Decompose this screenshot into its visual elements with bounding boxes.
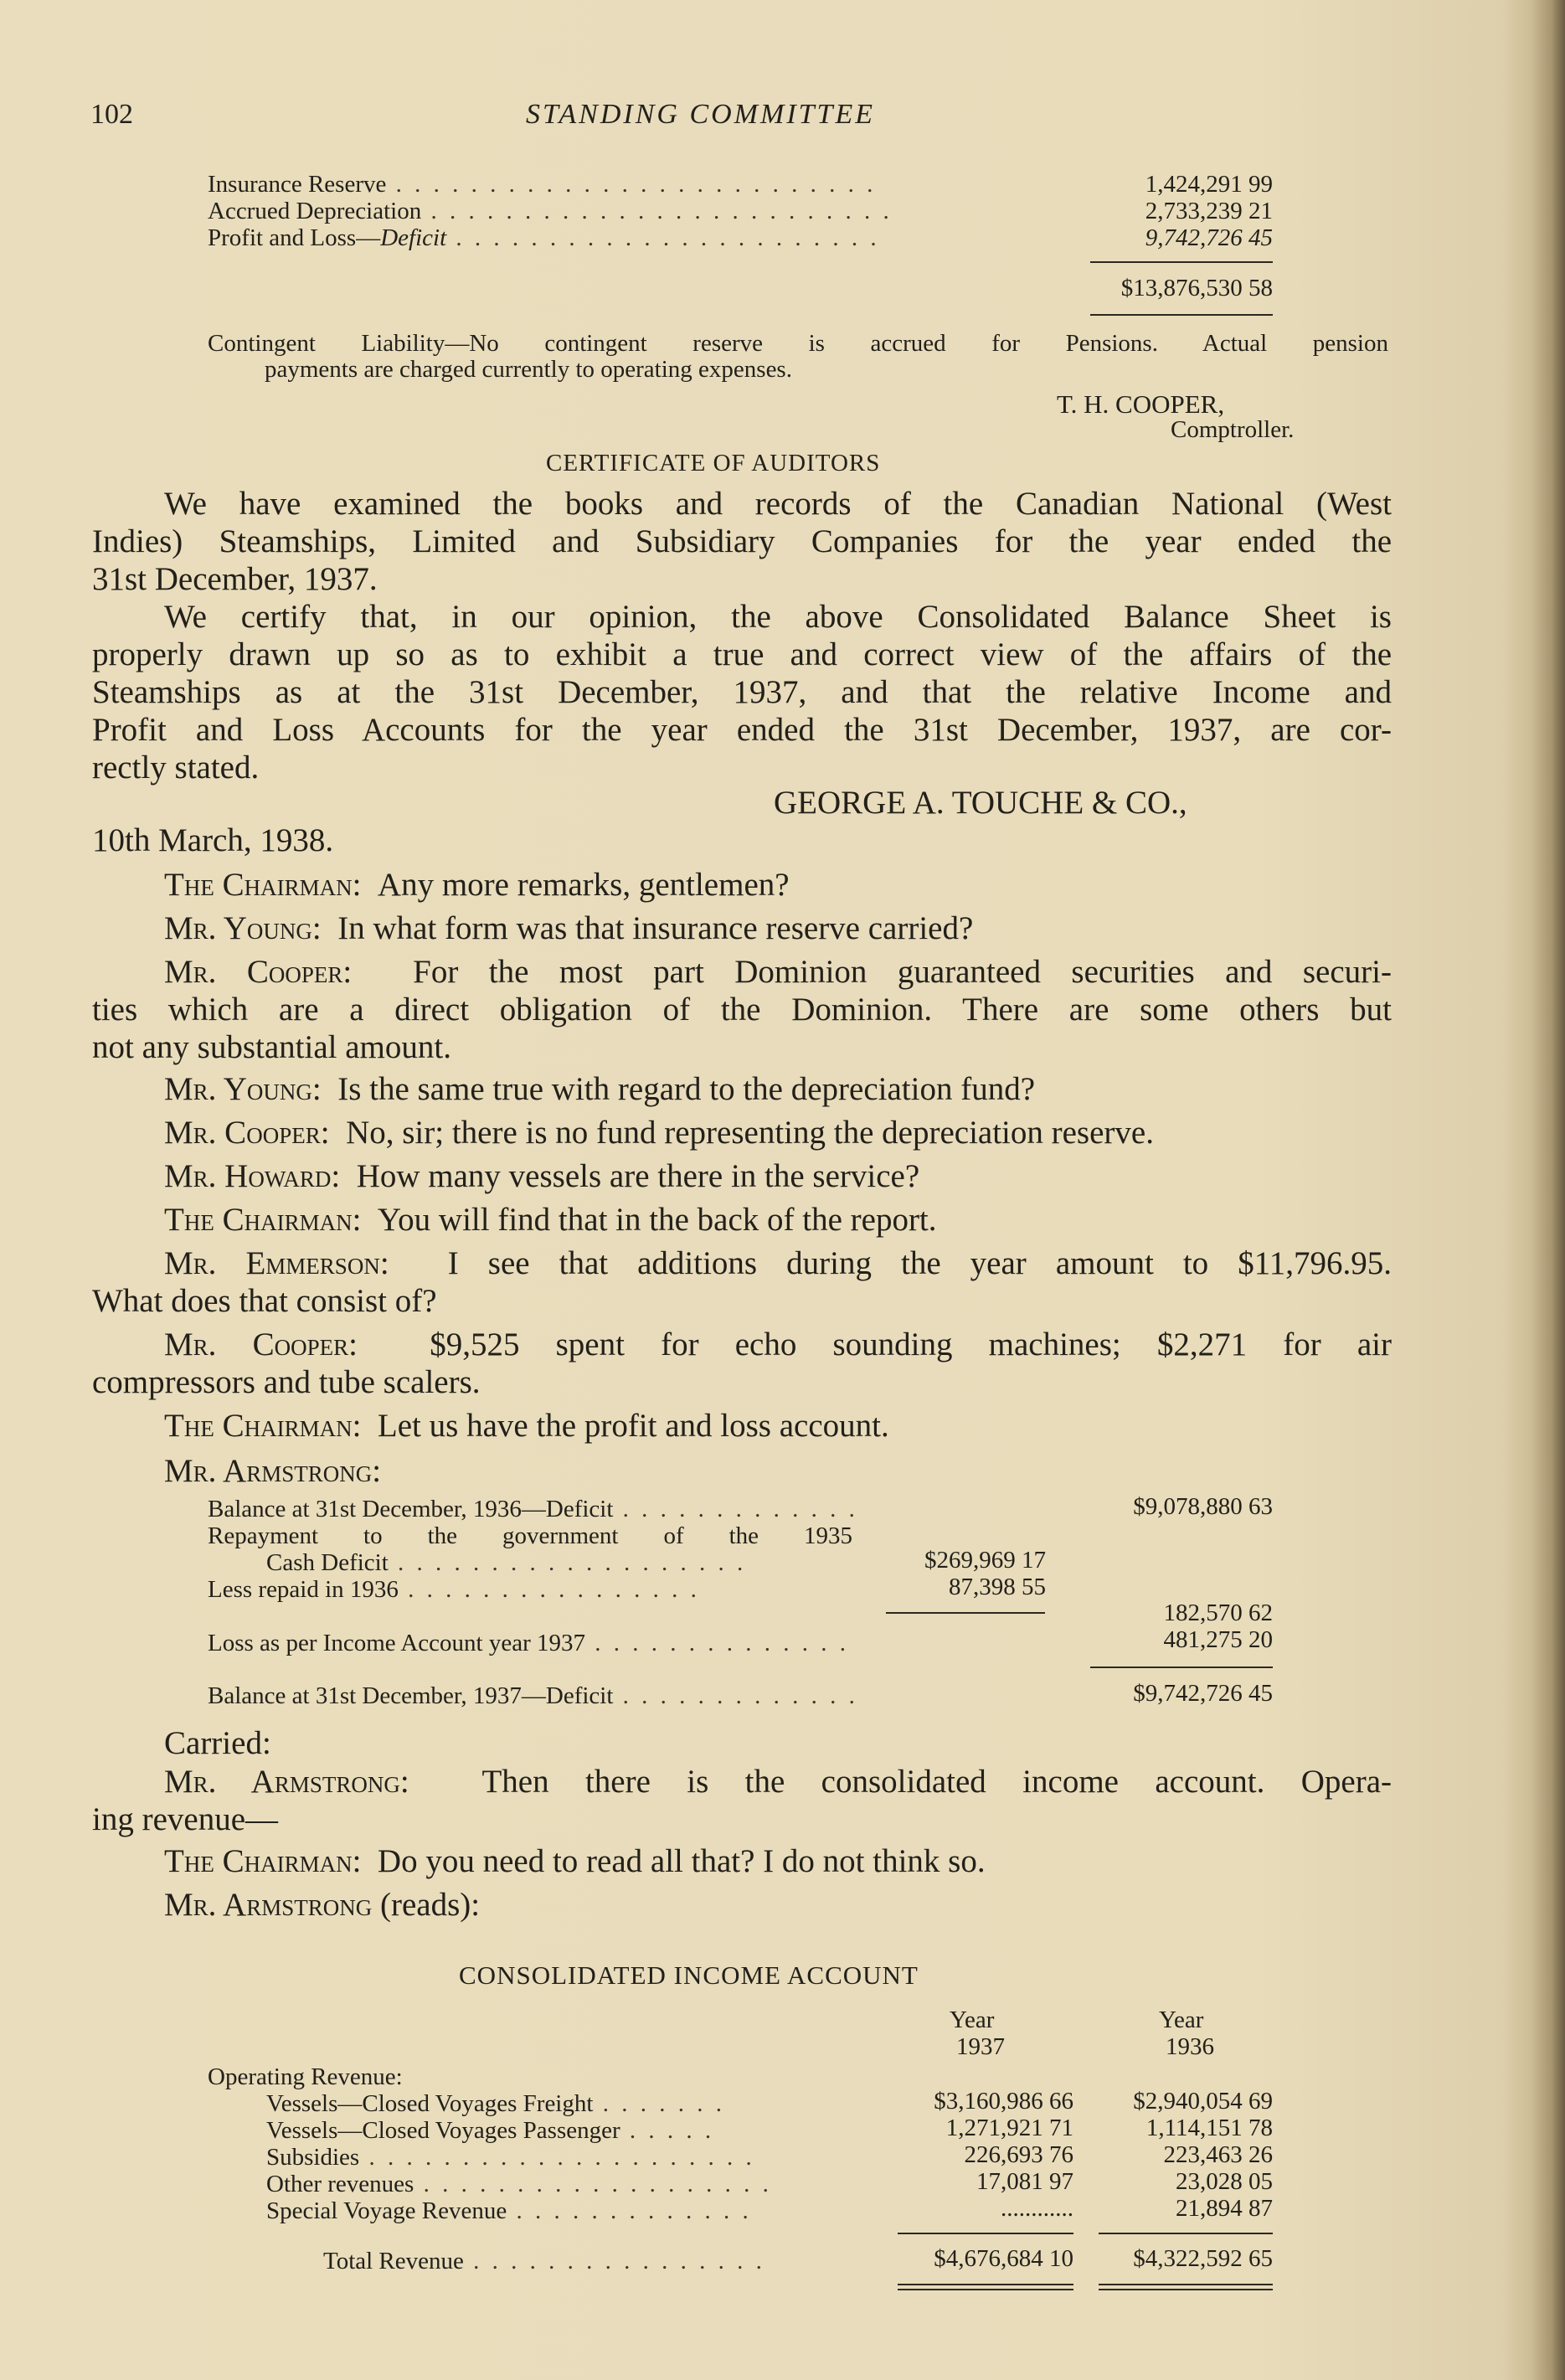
rule <box>1099 2289 1273 2290</box>
row-amount: 1,424,291 99 <box>1145 171 1273 198</box>
dialogue-line: Mr. Armstrong: Then there is the consolidated income account. Opera- <box>164 1764 1392 1800</box>
row-amount: 2,733,239 21 <box>1145 198 1273 224</box>
dialogue-line: Mr. Young: In what form was that insurance reserve carried? <box>164 910 974 946</box>
income-1937: 1,271,921 71 <box>945 2115 1073 2141</box>
pl-amount: 87,398 55 <box>949 1574 1046 1600</box>
pl-amount: 182,570 62 <box>1163 1600 1273 1626</box>
income-1937: ............ <box>1001 2195 1073 2222</box>
pl-label: Balance at 31st December, 1937—Deficit . . . . . . . . . . . . . <box>208 1682 858 1709</box>
pl-amount: $9,078,880 63 <box>1133 1493 1273 1520</box>
dialogue-line: Carried: <box>164 1725 271 1761</box>
column-header: 1937 <box>956 2033 1005 2060</box>
total-amount: $13,876,530 58 <box>1120 275 1273 301</box>
paragraph-line: 31st December, 1937. <box>92 561 378 597</box>
rule <box>898 2233 1073 2234</box>
page-number: 102 <box>90 99 133 130</box>
income-1936: 23,028 05 <box>1176 2168 1273 2195</box>
income-1937: 17,081 97 <box>976 2168 1073 2195</box>
page-edge-shadow <box>1532 0 1565 2380</box>
rule <box>1090 261 1273 263</box>
income-1937: 226,693 76 <box>964 2141 1073 2168</box>
income-label: Special Voyage Revenue . . . . . . . . . . . . . <box>266 2197 752 2224</box>
income-1936: 223,463 26 <box>1163 2141 1273 2168</box>
rule <box>1099 2284 1273 2285</box>
pl-amount: $269,969 17 <box>924 1547 1046 1574</box>
contingent-note: payments are charged currently to operating expenses. <box>265 356 792 383</box>
column-header: Year <box>1159 2007 1204 2033</box>
dialogue-line: not any substantial amount. <box>92 1029 451 1065</box>
row-label: Profit and Loss—Deficit . . . . . . . . . . . . . . . . . . . . . . . <box>208 224 880 251</box>
pl-label: Repayment to the government of the 1935 <box>208 1522 852 1549</box>
rule <box>898 2284 1073 2285</box>
rule <box>898 2289 1073 2290</box>
paragraph-line: Steamships as at the 31st December, 1937, and that the relative Income and <box>92 674 1392 710</box>
contingent-note: Contingent Liability—No contingent reserve is accrued for Pensions. Actual pension <box>208 330 1388 357</box>
signature-name: T. H. COOPER, <box>1057 389 1225 419</box>
rule <box>886 1612 1045 1614</box>
pl-amount: 481,275 20 <box>1163 1626 1273 1653</box>
pl-label: Less repaid in 1936 . . . . . . . . . . . . . . . . <box>208 1576 700 1603</box>
running-title: STANDING COMMITTEE <box>526 99 875 130</box>
signature-title: Comptroller. <box>1171 416 1295 443</box>
income-total-label: Total Revenue . . . . . . . . . . . . . . . . <box>323 2248 765 2274</box>
column-header: 1936 <box>1166 2033 1214 2060</box>
income-label: Vessels—Closed Voyages Passenger . . . . . <box>266 2117 715 2144</box>
certificate-date: 10th March, 1938. <box>92 822 334 858</box>
dialogue-line: What does that consist of? <box>92 1283 437 1319</box>
dialogue-line: Mr. Cooper: $9,525 spent for echo sounding machines; $2,271 for air <box>164 1327 1392 1363</box>
dialogue-line: The Chairman: Any more remarks, gentlemen? <box>164 867 790 903</box>
pl-amount: $9,742,726 45 <box>1133 1680 1273 1707</box>
row-label: Insurance Reserve . . . . . . . . . . . . . . . . . . . . . . . . . . <box>208 171 877 198</box>
rule <box>1090 314 1273 316</box>
dialogue-line: Mr. Armstrong: <box>164 1453 382 1489</box>
pl-label: Cash Deficit . . . . . . . . . . . . . . . . . . . <box>266 1549 747 1576</box>
dialogue-line: ing revenue— <box>92 1801 279 1837</box>
dialogue-line: Mr. Cooper: For the most part Dominion guaranteed securities and securi- <box>164 954 1392 990</box>
income-1936: 21,894 87 <box>1176 2195 1273 2222</box>
row-label: Accrued Depreciation . . . . . . . . . . . . . . . . . . . . . . . . . <box>208 198 893 224</box>
pl-label: Balance at 31st December, 1936—Deficit . . . . . . . . . . . . . <box>208 1496 858 1522</box>
auditor-name: GEORGE A. TOUCHE & CO., <box>774 785 1187 821</box>
dialogue-line: Mr. Cooper: No, sir; there is no fund representing the depreciation reserve. <box>164 1115 1154 1151</box>
row-amount: 9,742,726 45 <box>1145 224 1273 251</box>
column-header: Year <box>950 2007 995 2033</box>
section-heading: CERTIFICATE OF AUDITORS <box>546 450 881 477</box>
dialogue-line: Mr. Armstrong (reads): <box>164 1887 481 1923</box>
paragraph-line: Indies) Steamships, Limited and Subsidiary Companies for the year ended the <box>92 523 1392 559</box>
income-1936: 1,114,151 78 <box>1145 2115 1273 2141</box>
dialogue-line: Mr. Young: Is the same true with regard to the depreciation fund? <box>164 1071 1036 1107</box>
dialogue-line: The Chairman: You will find that in the back of the report. <box>164 1202 937 1238</box>
dialogue-line: The Chairman: Let us have the profit and loss account. <box>164 1408 889 1444</box>
section-heading: CONSOLIDATED INCOME ACCOUNT <box>459 1960 919 1990</box>
dialogue-line: Mr. Emmerson: I see that additions during the year amount to $11,796.95. <box>164 1245 1393 1281</box>
paragraph-line: We certify that, in our opinion, the above Consolidated Balance Sheet is <box>164 599 1392 635</box>
income-label: Vessels—Closed Voyages Freight . . . . . . . <box>266 2090 725 2117</box>
paragraph-line: rectly stated. <box>92 750 260 786</box>
rule <box>1090 1667 1273 1668</box>
income-1936: $2,940,054 69 <box>1133 2088 1273 2115</box>
income-section-label: Operating Revenue: <box>208 2063 403 2090</box>
income-total-1936: $4,322,592 65 <box>1133 2245 1273 2272</box>
income-label: Other revenues . . . . . . . . . . . . . . . . . . . <box>266 2171 772 2197</box>
dialogue-line: The Chairman: Do you need to read all that? I do not think so. <box>164 1843 986 1879</box>
paragraph-line: Profit and Loss Accounts for the year ended the 31st December, 1937, are cor- <box>92 712 1392 748</box>
income-total-1937: $4,676,684 10 <box>934 2245 1073 2272</box>
income-1937: $3,160,986 66 <box>934 2088 1073 2115</box>
income-label: Subsidies . . . . . . . . . . . . . . . . . . . . . <box>266 2144 755 2171</box>
pl-label: Loss as per Income Account year 1937 . . . . . . . . . . . . . . <box>208 1630 849 1656</box>
dialogue-line: ties which are a direct obligation of the Dominion. There are some others but <box>92 992 1392 1028</box>
paragraph-line: properly drawn up so as to exhibit a true and correct view of the affairs of the <box>92 636 1392 672</box>
dialogue-line: Mr. Howard: How many vessels are there in the service? <box>164 1158 920 1194</box>
paragraph-line: We have examined the books and records of the Canadian National (West <box>164 486 1392 522</box>
dialogue-line: compressors and tube scalers. <box>92 1364 481 1400</box>
rule <box>1099 2233 1273 2234</box>
